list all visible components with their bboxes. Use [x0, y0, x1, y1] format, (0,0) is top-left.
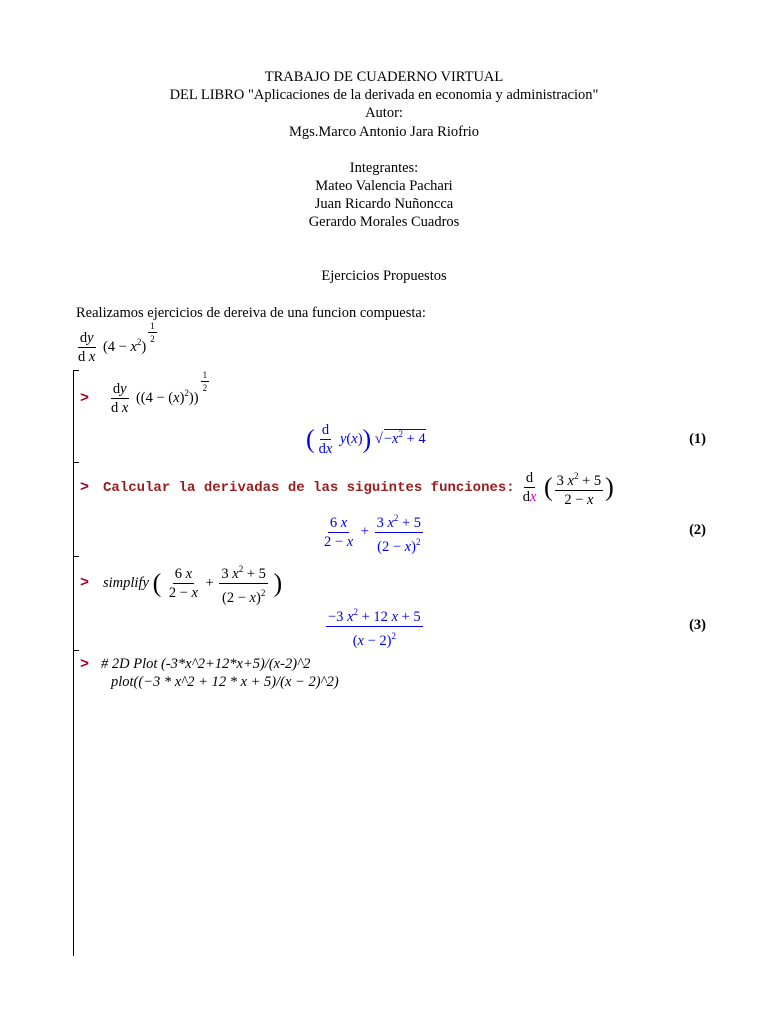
- cell-4-comment: # 2D Plot (-3*x^2+12*x+5)/(x-2)^2: [101, 656, 311, 672]
- equation-label-1: (1): [689, 431, 706, 447]
- cell-2-text: Calcular la derivadas de las siguintes funciones:: [103, 480, 515, 497]
- cell-2-input[interactable]: [80, 468, 614, 508]
- group-bracket-tick: [73, 650, 79, 651]
- cell-1-input[interactable]: [80, 370, 211, 416]
- cell-1-expression: $\frac{dy}{\text{d x}}$ $((4 - (x)^2))$ $^{\frac{1}{2}}$: [111, 370, 208, 416]
- equation-label-3: (3): [689, 617, 706, 633]
- group-bracket-tick: [73, 370, 79, 371]
- cell-3-expression: simplify ( $\frac{6 x}{2 - x}$ + $\frac{3 x^2 + 5}{(2 - x)^2}$ ): [103, 575, 282, 591]
- document-header: [0, 68, 768, 232]
- group-bracket-tick: [73, 556, 79, 557]
- member-name: Mateo Valencia Pachari: [315, 178, 453, 195]
- header-author-name: Mgs.Marco Antonio Jara Riofrio: [288, 123, 480, 140]
- header-title: TRABAJO DE CUADERNO VIRTUAL: [264, 69, 504, 85]
- output-2: $\frac{6 x}{2 - x}$ + $\frac{3 x^2 + 5}{(2 - x)^2}$: [320, 510, 425, 555]
- group-bracket-tick: [73, 462, 79, 463]
- prompt-marker: >: [80, 574, 90, 592]
- integrantes-label: Integrantes:: [349, 159, 419, 176]
- cell-4-input[interactable]: [80, 655, 310, 673]
- equation-label-2: (2): [689, 522, 706, 538]
- prompt-marker: >: [80, 479, 90, 497]
- member-name: Gerardo Morales Cuadros: [308, 214, 460, 231]
- group-bracket: [73, 370, 74, 956]
- member-name: Juan Ricardo Nuñoncca: [314, 196, 454, 213]
- cell-3-input[interactable]: [80, 561, 282, 606]
- simplify-function: simplify: [103, 574, 149, 591]
- prompt-marker: >: [80, 656, 90, 673]
- header-author-label: Autor:: [365, 105, 403, 122]
- cell-4-code[interactable]: plot((−3 * x^2 + 12 * x + 5)/(x − 2)^2): [111, 674, 339, 690]
- header-book: DEL LIBRO "Aplicaciones de la derivada en economia y administracion": [169, 87, 599, 104]
- intro-expression: $\frac{dy}{\text{d x}}$ $(4 - x^2)$ $^{\frac{1}{2}}$: [78, 321, 155, 365]
- cell-2-expression: $\frac{d}{dx}$ ( $\frac{3 x^2 + 5}{2 - x}$ ): [519, 479, 614, 495]
- output-1: ( $\frac{d}{dx}$ y(x)) $√-x^2 + 4$: [306, 422, 426, 457]
- section-title: Ejercicios Propuestos: [321, 268, 447, 284]
- intro-text: Realizamos ejercicios de dereiva de una funcion compuesta:: [76, 305, 426, 321]
- prompt-marker: >: [80, 389, 90, 407]
- output-3: $\frac{-3 x^2 + 12 x + 5}{(x - 2)^2}$: [324, 604, 425, 649]
